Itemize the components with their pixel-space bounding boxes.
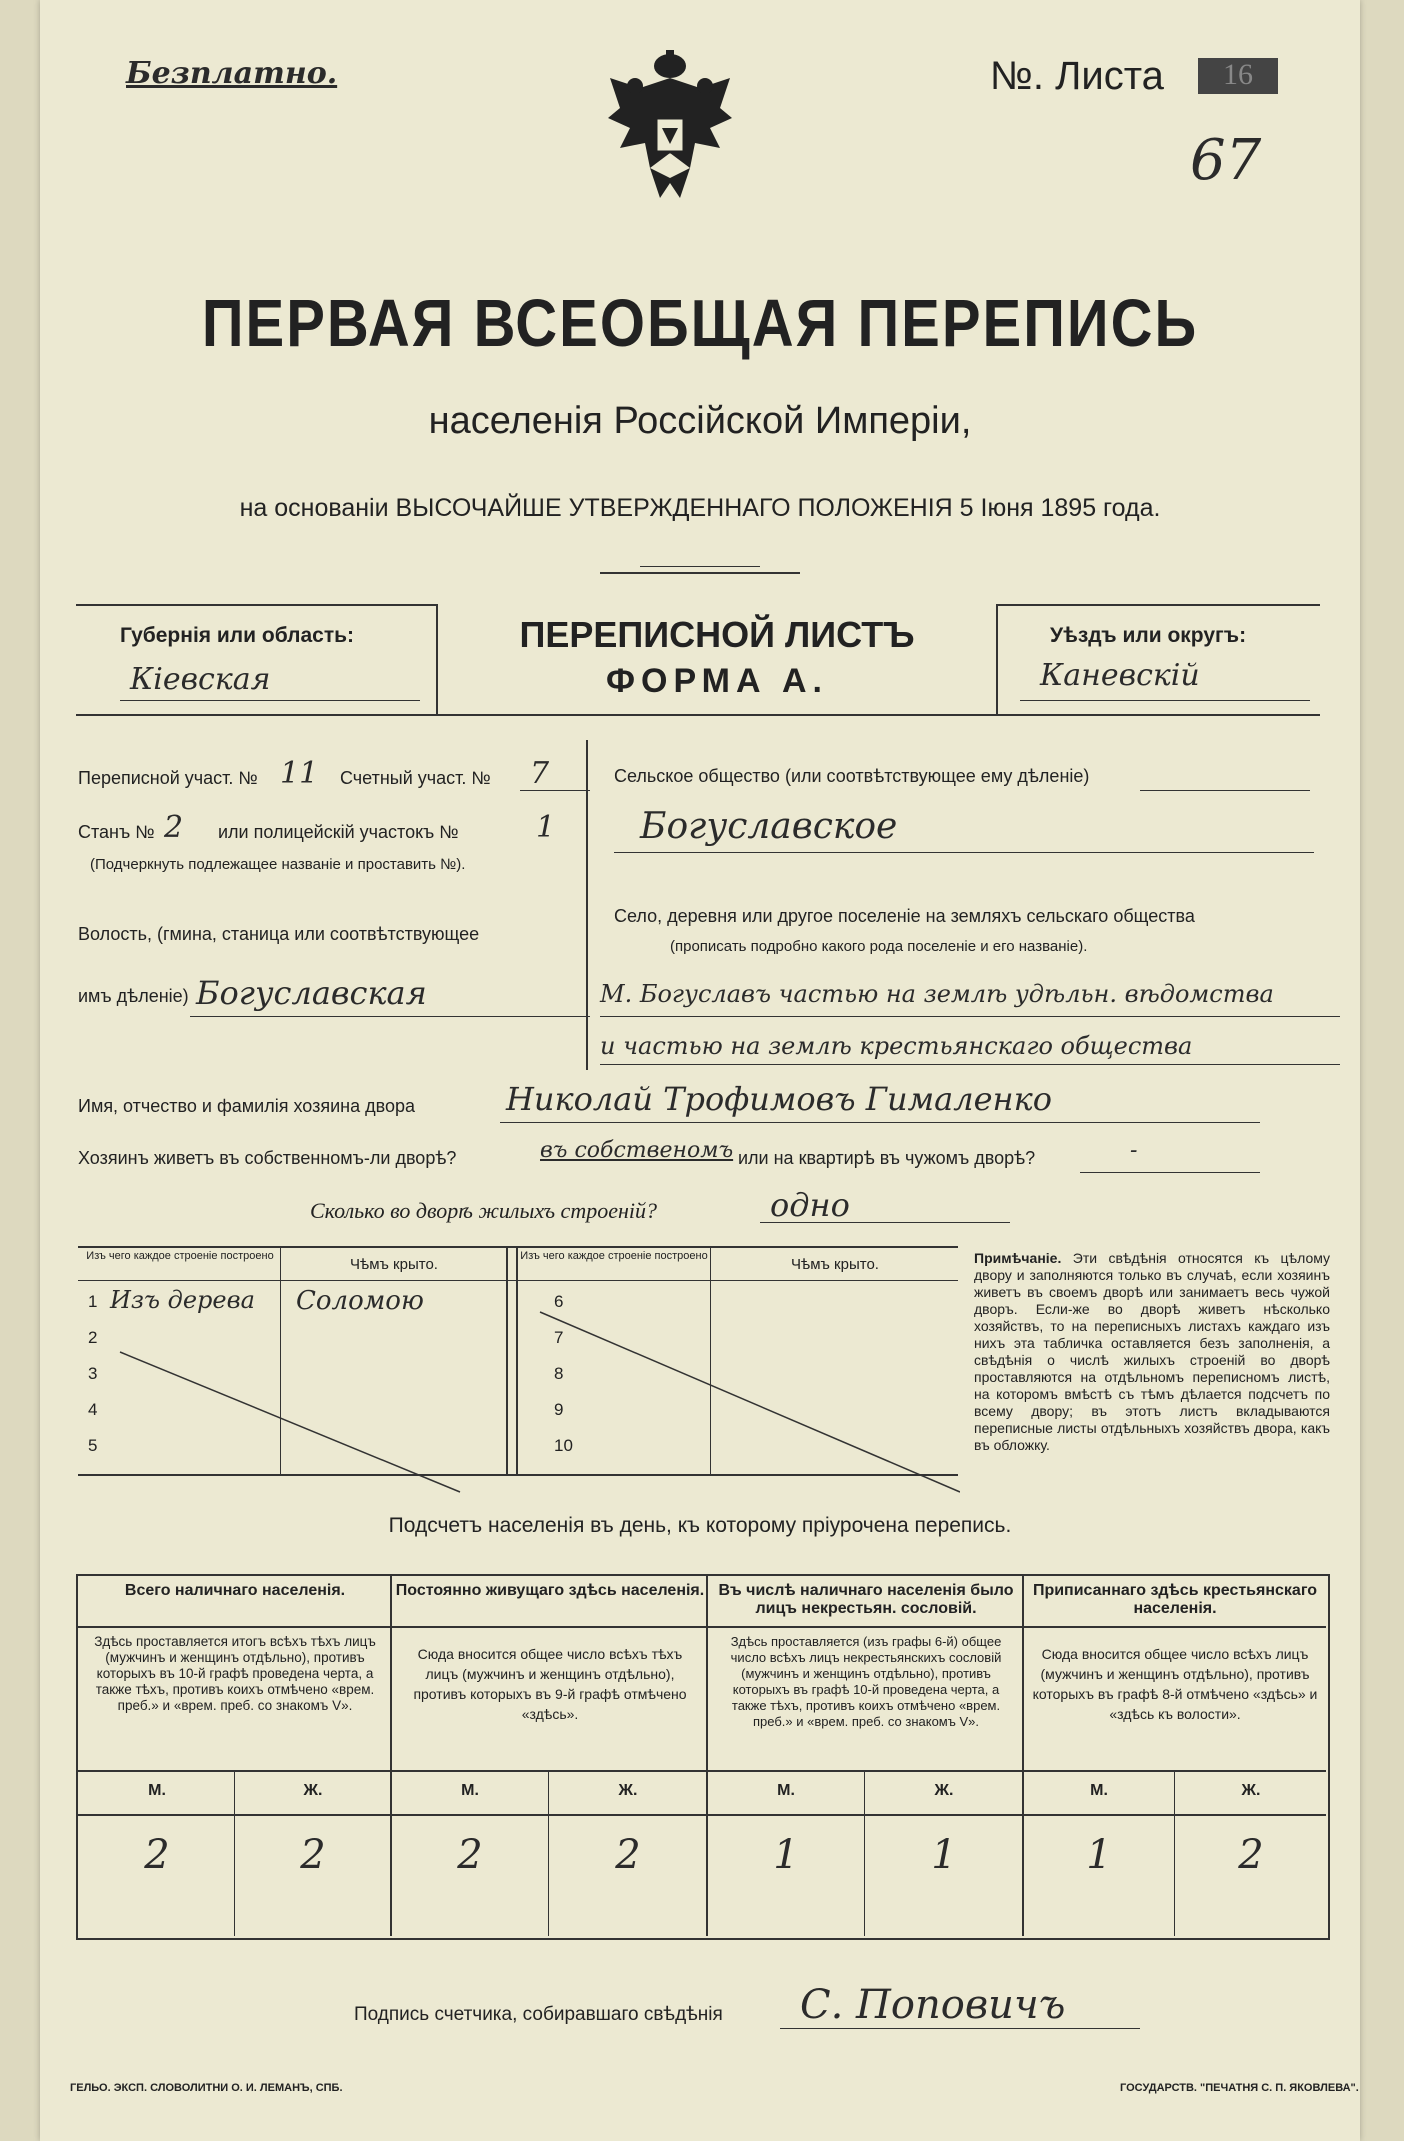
f-value: 1 [931,1832,957,1878]
rule [548,1770,549,1936]
title-ornament [600,572,800,574]
col-roof-header-2: Чѣмъ крыто. [791,1256,879,1273]
group-desc-registered: Сюда вносится общее число всѣхъ лицъ (мужчинъ и женщинъ отдѣльно), противъ которыхъ въ графѣ 8-й отмѣчено «здѣсь» и «здѣсь къ волости». [1032,1646,1318,1722]
f-label: Ж. [1241,1782,1261,1799]
rule [760,1222,1010,1223]
m-label: М. [461,1782,479,1799]
rule [78,1626,1326,1628]
page-subtitle: населенія Россійской Имперіи, [428,400,972,442]
row-roof: Соломою [296,1286,424,1316]
row-number: 7 [554,1328,564,1347]
signature-value: С. Поповичъ [800,1982,1066,2028]
rule [78,1246,958,1248]
f-value: 2 [300,1832,326,1878]
note-text: Эти свѣдѣнія относятся къ цѣлому двору и заполняются только въ случаѣ, если хозяинъ живетъ въ своемъ дворѣ или занимаетъ весь чужой дворъ. Если-же во дворѣ живетъ нѣсколько хозяйствъ, то на переписныхъ листахъ каждаго изъ нихъ эта табличка оставляется безъ заполненія, а свѣдѣнія о числѣ жилыхъ строеній во дворѣ проставляются на отдѣльномъ переписномъ листѣ, на которомъ вмѣстѣ съ тѣмъ дѣлается подсчетъ по всему двору; въ этотъ листъ вкладываются переписные листы отдѣльныхъ хозяйствъ двора, какъ въ обложку. [974,1250,1331,1453]
f-label: Ж. [934,1782,954,1799]
population-heading: Подсчетъ населенія въ день, къ которому пріурочена перепись. [388,1514,1012,1537]
rule [120,700,420,701]
buildings-value: одно [770,1186,850,1224]
m-value: 1 [1086,1832,1112,1878]
m-label: М. [777,1782,795,1799]
f-label: Ж. [618,1782,638,1799]
buildings-label: Сколько во дворѣ жилыхъ строеній? [310,1198,657,1223]
imperial-eagle-emblem [600,48,740,228]
group-desc-total: Здѣсь проставляется итогъ всѣхъ тѣхъ лицъ (мужчинъ и женщинъ отдѣльно), противъ которыхъ въ 10-й графѣ проведена черта, а также тѣхъ, противъ коихъ отмѣчено «врем. преб.» и «врем. преб. со знакомъ V». [94,1634,376,1713]
rule [600,1016,1340,1017]
f-value: 2 [615,1832,641,1878]
m-value: 2 [144,1832,170,1878]
census-section-label: Переписной участ. № [78,768,258,788]
apartment-value: - [1130,1138,1138,1163]
stan-label: Станъ № [78,822,155,842]
m-value: 2 [457,1832,483,1878]
rule [520,790,590,791]
row-material: Изъ дерева [110,1286,255,1314]
uezd-label: Уѣздъ или округъ: [1050,624,1247,647]
page-title: ПЕРВАЯ ВСЕОБЩАЯ ПЕРЕПИСЬ [201,286,1199,361]
rule [500,1122,1260,1123]
rule [600,1064,1340,1065]
column-divider [586,740,588,1070]
form-name: ФОРМА А. [605,662,829,700]
col-roof-header: Чѣмъ крыто. [350,1256,438,1273]
rule [614,852,1314,853]
count-section-label: Счетный участ. № [340,768,491,788]
lives-label: Хозяинъ живетъ въ собственномъ-ли дворѣ? [78,1148,457,1168]
form-title: ПЕРЕПИСНОЙ ЛИСТЪ [519,614,915,655]
rule [1174,1770,1175,1936]
row-number: 2 [88,1328,98,1347]
gubernia-label: Губернія или область: [120,624,355,647]
group-title-permanent: Постоянно живущаго здѣсь населенія. [395,1582,705,1599]
f-value: 2 [1238,1832,1264,1878]
rule [78,1814,1326,1816]
owner-value: Николай Трофимовъ Гималенко [506,1080,1052,1118]
signature-label: Подпись счетчика, собиравшаго свѣдѣнія [354,2004,723,2025]
sheet-number-label: №. Листа [990,54,1164,98]
rule [996,604,998,714]
row-number: 9 [554,1400,564,1419]
printer-left: ГЕЛЬО. ЭКСП. СЛОВОЛИТНИ О. И. ЛЕМАНЪ, СПБ. [70,2082,343,2094]
village-hint: (прописать подробно какого рода поселеніе и его названіе). [670,938,1088,955]
rule [706,1574,708,1936]
village-value-2: и частью на землѣ крестьянскаго общества [600,1032,1193,1060]
rule [996,604,1320,606]
rule [190,1016,590,1017]
stan-value: 2 [164,810,184,845]
police-value: 1 [536,810,556,845]
population-table [76,1574,1330,1940]
m-label: М. [148,1782,166,1799]
rule [1020,700,1310,701]
rule [1140,790,1310,791]
group-title-registered: Приписаннаго здѣсь крестьянскаго населенія. [1032,1582,1318,1617]
volost-label-2: имъ дѣленіе) [78,986,189,1006]
society-label: Сельское общество (или соотвѣтствующее ему дѣленіе) [614,766,1090,786]
cross-out-strokes [80,1282,960,1502]
printer-right: ГОСУДАРСТВ. "ПЕЧАТНЯ С. П. ЯКОВЛЕВА". [1120,2082,1359,2094]
m-label: М. [1090,1782,1108,1799]
society-value: Богуславское [640,806,898,847]
gubernia-value: Кіевская [130,662,271,697]
row-number: 10 [554,1436,573,1455]
note [974,1250,1330,1454]
rule [76,714,1320,716]
rule [78,1280,958,1281]
row-number: 6 [554,1292,564,1311]
row-number: 1 [88,1292,98,1311]
page-basis: на основаніи ВЫСОЧАЙШЕ УТВЕРЖДЕННАГО ПОЛОЖЕНІЯ 5 Іюня 1895 года. [239,494,1161,522]
rule [1022,1574,1024,1936]
volost-label: Волость, (гмина, станица или соотвѣтствующее [78,924,480,944]
group-desc-nonpeasant: Здѣсь проставляется (изъ графы 6-й) общее число всѣхъ лицъ некрестьянскихъ сословій (мужчинъ и женщинъ отдѣльно), противъ которыхъ въ графѣ 10-й проведена черта, а также тѣхъ, противъ коихъ отмѣчено «врем. преб.» и «врем. преб. со знакомъ V». [730,1634,1002,1729]
underline-hint: (Подчеркнуть подлежащее названіе и проставить №). [90,856,466,873]
group-title-nonpeasant: Въ числѣ наличнаго населенія было лицъ некрестьян. сословій. [718,1582,1014,1617]
uezd-value: Каневскій [1040,658,1200,693]
rule [78,1770,1326,1772]
row-number: 3 [88,1364,98,1383]
rule [1080,1172,1260,1173]
note-title: Примѣчаніе. [974,1250,1062,1266]
group-desc-permanent: Сюда вносится общее число всѣхъ тѣхъ лицъ (мужчинъ и женщинъ отдѣльно), противъ которыхъ въ 9-й графѣ отмѣчено «здѣсь». [413,1646,687,1722]
village-label: Село, деревня или другое поселеніе на земляхъ сельскаго общества [614,906,1195,926]
row-number: 5 [88,1436,98,1455]
owner-label: Имя, отчество и фамилія хозяина двора [78,1096,415,1116]
village-value-1: М. Богуславъ частью на землѣ удѣльн. вѣдомства [600,980,1274,1008]
row-number: 8 [554,1364,564,1383]
group-title-total: Всего наличнаго населенія. [124,1582,346,1599]
m-value: 1 [773,1832,799,1878]
col-material-header-2: Изъ чего каждое строеніе построено [520,1250,708,1262]
sheet-number-crossed: 16 [1198,58,1278,94]
census-section-value: 11 [280,756,319,791]
f-label: Ж. [303,1782,323,1799]
title-ornament-2 [640,566,760,567]
count-section-value: 7 [530,756,550,791]
rule [76,604,436,606]
free-label: Безплатно. [126,56,338,91]
sheet-number-handwritten: 67 [1190,128,1262,193]
col-material-header: Изъ чего каждое строеніе построено [86,1250,274,1262]
show-through-text [160,180,420,270]
rule [390,1574,392,1936]
row-number: 4 [88,1400,98,1419]
census-sheet [40,0,1360,2141]
rule [780,2028,1140,2029]
volost-value: Богуславская [196,974,427,1012]
apartment-label: или на квартирѣ въ чужомъ дворѣ? [738,1148,1036,1168]
lives-value: въ собственомъ [540,1138,734,1163]
rule [864,1770,865,1936]
police-label: или полицейскій участокъ № [218,822,459,842]
rule [234,1770,235,1936]
